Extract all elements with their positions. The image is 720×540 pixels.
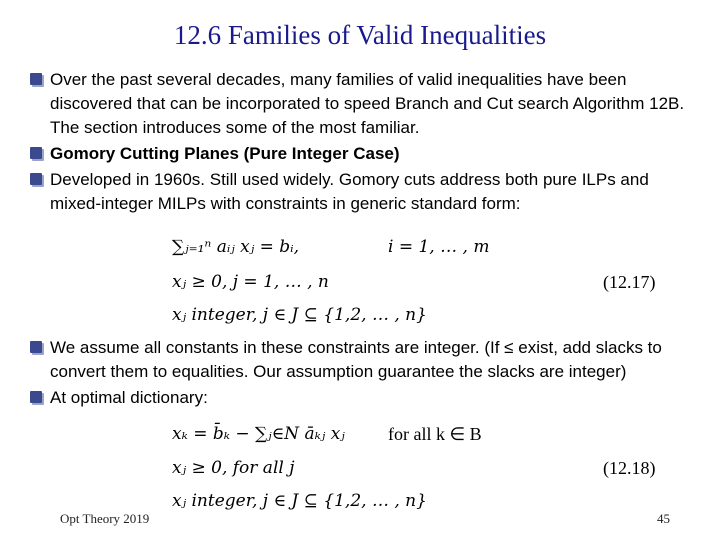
eq1218-row2: xⱼ ≥ 0, for all j [172,458,295,478]
bullet-square-icon [30,147,42,159]
bullet-text: At optimal dictionary: [50,388,208,407]
bullet-text: We assume all constants in these constraints are integer. (If ≤ exist, add slacks to convert them to equalities. Our assumption guarantee the slacks are integer) [50,338,662,381]
slide-body-lower [30,336,700,410]
bullet-item [30,386,700,410]
bullet-text: Over the past several decades, many families of valid inequalities have been discovered that can be incorporated to speed Branch and Cut search Algorithm 12B. The section introduces some of the most familiar. [50,70,685,137]
eq1218-row3: xⱼ integer, j ∈ J ⊆ {1,2, … , n} [172,491,427,511]
bullet-item [30,142,700,166]
eq1217-row1-rhs: i = 1, … , m [388,237,490,257]
footer-course: Opt Theory 2019 [60,511,150,526]
eq1218-number: (12.18) [603,458,656,478]
bullet-square-icon [30,341,42,353]
footer-page-number: 45 [657,511,670,526]
bullet-square-icon [30,173,42,185]
bullet-square-icon [30,391,42,403]
eq1217-row1-lhs: ∑ⱼ₌₁ⁿ aᵢⱼ xⱼ = bᵢ, [172,237,299,257]
bullet-item [30,336,700,384]
eq1218-row1-rhs: for all k ∈ B [388,424,482,444]
bullet-text: Developed in 1960s. Still used widely. Gomory cuts address both pure ILPs and mixed-integer MILPs with constraints in generic standard form: [50,170,649,213]
eq1217-number: (12.17) [603,272,656,292]
eq1218-row1: xₖ = b̄ₖ − ∑ⱼ∈N āₖⱼ xⱼ [172,424,345,444]
bullet-item [30,68,700,140]
bullet-text: Gomory Cutting Planes (Pure Integer Case) [50,144,400,163]
eq1217-row2: xⱼ ≥ 0, j = 1, … , n [172,272,329,292]
eq1217-row3: xⱼ integer, j ∈ J ⊆ {1,2, … , n} [172,305,427,325]
bullet-item [30,168,700,216]
bullet-square-icon [30,73,42,85]
slide-title: 12.6 Families of Valid Inequalities [173,20,547,50]
slide-body [30,68,700,216]
